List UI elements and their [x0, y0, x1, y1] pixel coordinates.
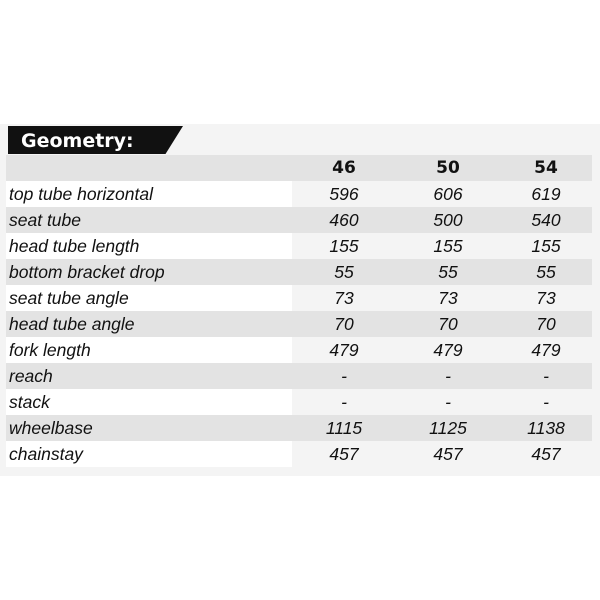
row-value: 457 [433, 444, 463, 464]
row-value: 500 [396, 207, 500, 233]
table-row [6, 181, 572, 207]
row-label: stack [6, 389, 292, 415]
row-value: - [341, 392, 347, 412]
geometry-table [6, 155, 572, 467]
row-value: - [396, 363, 500, 389]
table-row [6, 337, 572, 363]
row-label: head tube angle [6, 311, 292, 337]
row-value: 619 [531, 184, 561, 204]
row-value: 55 [396, 259, 500, 285]
row-value: 540 [500, 207, 592, 233]
row-label: seat tube [6, 207, 292, 233]
row-value: 596 [329, 184, 359, 204]
table-row [6, 207, 572, 233]
geometry-title: Geometry: [21, 130, 134, 152]
row-label: fork length [6, 337, 292, 363]
table-row [6, 285, 572, 311]
table-row [6, 363, 572, 389]
header-spacer [6, 155, 292, 181]
row-value: 70 [396, 311, 500, 337]
row-value: 55 [500, 259, 592, 285]
row-value: - [543, 392, 549, 412]
row-value: 73 [438, 288, 458, 308]
row-label: wheelbase [6, 415, 292, 441]
row-value: 55 [292, 259, 396, 285]
table-row [6, 259, 572, 285]
row-label: top tube horizontal [6, 181, 292, 207]
row-value: 460 [292, 207, 396, 233]
size-header: 50 [396, 155, 500, 181]
row-value: 155 [329, 236, 359, 256]
row-value: 457 [329, 444, 359, 464]
table-row [6, 415, 572, 441]
row-value: - [445, 392, 451, 412]
row-value: 1115 [292, 415, 396, 441]
row-value: 479 [433, 340, 463, 360]
row-value: 606 [433, 184, 463, 204]
row-value: 73 [334, 288, 354, 308]
table-row [6, 389, 572, 415]
row-value: 479 [329, 340, 359, 360]
row-value: 155 [433, 236, 463, 256]
table-row [6, 311, 572, 337]
row-value: 70 [500, 311, 592, 337]
row-label: bottom bracket drop [6, 259, 292, 285]
row-value: - [292, 363, 396, 389]
row-value: 155 [531, 236, 561, 256]
row-label: head tube length [6, 233, 292, 259]
row-label: seat tube angle [6, 285, 292, 311]
row-value: 70 [292, 311, 396, 337]
row-value: 457 [531, 444, 561, 464]
table-row [6, 441, 572, 467]
size-header: 46 [292, 155, 396, 181]
table-header-row [6, 155, 572, 181]
row-value: 1138 [500, 415, 592, 441]
row-label: chainstay [6, 441, 292, 467]
row-value: 479 [531, 340, 561, 360]
size-header: 54 [500, 155, 592, 181]
table-row [6, 233, 572, 259]
row-value: 73 [536, 288, 556, 308]
row-label: reach [6, 363, 292, 389]
row-value: 1125 [396, 415, 500, 441]
row-value: - [500, 363, 592, 389]
